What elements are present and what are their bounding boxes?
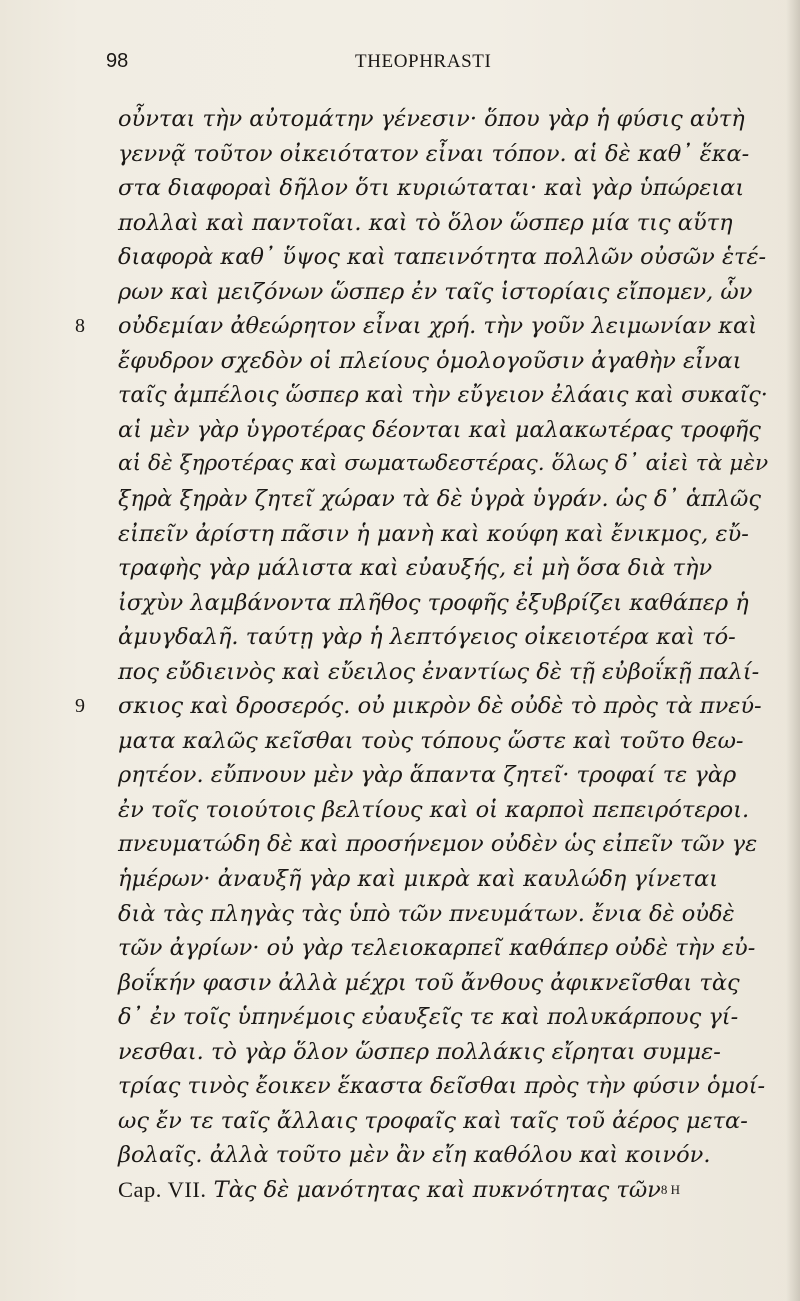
signature-mark: 8 H — [660, 1181, 681, 1197]
text-line — [118, 586, 768, 621]
text-line — [118, 447, 768, 482]
text-line — [118, 1138, 768, 1173]
text-line — [118, 137, 768, 172]
text-line-content: ως ἔν τε ταῖς ἄλλαις τροφαῖς καὶ ταῖς τοῦ ἀέρος μετα- — [118, 1107, 748, 1134]
body-text — [75, 102, 769, 1208]
text-line — [118, 344, 768, 379]
text-line — [75, 689, 768, 724]
text-line-content: ταῖς ἀμπέλοις ὥσπερ καὶ τὴν εὔγειον ἐλάαις καὶ συκαῖς· — [118, 382, 768, 409]
text-line-content: πος εὔδιεινὸς καὶ εὔειλος ἐναντίως δὲ τῇ εὐβοΐκῇ παλί- — [118, 658, 760, 685]
text-line — [118, 1035, 768, 1070]
text-line-content: νεσθαι. τὸ γὰρ ὅλον ὥσπερ πολλάκις εἴρηται συμμε- — [118, 1038, 721, 1065]
text-line-content: οὖνται τὴν αὐτομάτην γένεσιν· ὅπου γὰρ ἡ φύσις αὐτὴ — [118, 106, 745, 132]
text-line — [118, 240, 768, 275]
text-line-content: ἰσχὺν λαμβάνοντα πλῆθος τροφῆς ἐξυβρίζει καθάπερ ἡ — [118, 589, 749, 616]
text-line-content: βολαῖς. ἀλλὰ τοῦτο μὲν ἂν εἴη καθόλου καὶ κοινόν. — [118, 1142, 711, 1169]
text-line-content: γεννᾷ τοῦτον οἰκειότατον εἶναι τόπον. αἱ δὲ καθ᾽ ἕκα- — [118, 140, 750, 167]
text-line-content: ρητέον. εὔπνουν μὲν γὰρ ἅπαντα ζητεῖ· τροφαί τε γὰρ — [118, 762, 737, 789]
text-line-content: αἱ μὲν γὰρ ὑγροτέρας δέονται καὶ μαλακωτέρας τροφῆς — [118, 416, 761, 443]
text-line-content: αἱ δὲ ξηροτέρας καὶ σωματωδεστέρας. ὅλως δ᾽ αἰεὶ τὰ μὲν — [118, 451, 769, 477]
text-line-content: ἡμέρων· ἀναυξῆ γὰρ καὶ μικρὰ καὶ καυλώδη γίνεται — [118, 866, 719, 893]
text-line — [118, 827, 768, 862]
text-line-content: ἀμυγδαλῆ. ταύτῃ γὰρ ἡ λεπτόγειος οἰκειοτέρα καὶ τό- — [118, 624, 736, 651]
chapter-text: Τὰς δὲ μανότητας καὶ πυκνότητας τῶν — [213, 1176, 661, 1203]
text-line-content: τραφὴς γὰρ μάλιστα καὶ εὐαυξής, εἰ μὴ ὅσα διὰ τὴν — [118, 555, 713, 582]
text-line — [118, 758, 768, 793]
text-line-content: δ᾽ ἐν τοῖς ὑπηνέμοις εὐαυξεῖς τε καὶ πολυκάρπους γί- — [118, 1004, 739, 1031]
text-line-content: στα διαφοραὶ δῆλον ὅτι κυριώταται· καὶ γὰρ ὑπώρειαι — [118, 175, 745, 202]
text-line — [118, 966, 768, 1001]
text-line-content: οὐδεμίαν ἀθεώρητον εἶναι χρή. τὴν γοῦν λειμωνίαν καὶ — [118, 313, 758, 340]
text-line-content: εἰπεῖν ἀρίστη πᾶσιν ἡ μανὴ καὶ κούφη καὶ ἔνικμος, εὔ- — [118, 520, 749, 547]
text-line — [118, 655, 768, 690]
text-line — [118, 206, 768, 241]
text-line — [118, 517, 768, 552]
text-line-content: πολλαὶ καὶ παντοῖαι. καὶ τὸ ὅλον ὥσπερ μία τις αὕτη — [118, 209, 733, 236]
text-line — [118, 931, 768, 966]
text-line — [118, 1069, 768, 1104]
text-line-content: ματα καλῶς κεῖσθαι τοὺς τόπους ὥστε καὶ τοῦτο θεω- — [118, 727, 744, 754]
text-line — [118, 620, 768, 655]
text-line — [118, 102, 768, 137]
text-line — [118, 171, 768, 206]
text-line-content: ρων καὶ μειζόνων ὥσπερ ἐν ταῖς ἱστορίαις εἴπομεν, ὧν — [118, 278, 753, 305]
text-line-content: πνευματώδη δὲ καὶ προσήνεμον οὐδὲν ὡς εἰπεῖν τῶν γε — [118, 831, 758, 858]
text-line — [118, 1104, 768, 1139]
chapter-label: Cap. VII. — [118, 1176, 207, 1202]
text-line-content: ἔφυδρον σχεδὸν οἱ πλείους ὁμολογοῦσιν ἀγαθὴν εἶναι — [118, 347, 742, 374]
text-line-content: ξηρὰ ξηρὰν ζητεῖ χώραν τὰ δὲ ὑγρὰ ὑγράν. ὡς δ᾽ ἁπλῶς — [118, 486, 762, 513]
text-line — [118, 378, 768, 413]
text-line-content: διαφορὰ καθ᾽ ὕψος καὶ ταπεινότητα πολλῶν οὐσῶν ἑτέ- — [118, 244, 767, 271]
page-header — [0, 50, 800, 80]
text-line-content: τρίας τινὸς ἔοικεν ἕκαστα δεῖσθαι πρὸς τὴν φύσιν ὁμοί- — [118, 1073, 766, 1100]
text-line — [118, 1000, 768, 1035]
running-title: THEOPHRASTI — [355, 51, 492, 72]
text-line — [118, 275, 768, 310]
text-line — [118, 897, 768, 932]
text-line-content: ἐν τοῖς τοιούτοις βελτίους καὶ οἱ καρποὶ πεπειρότεροι. — [118, 796, 750, 823]
page-edge-shadow — [786, 0, 800, 1301]
text-line-content: διὰ τὰς πληγὰς τὰς ὑπὸ τῶν πνευμάτων. ἔνια δὲ οὐδὲ — [118, 900, 735, 927]
text-line — [118, 724, 768, 759]
text-line — [118, 862, 768, 897]
text-line-content: βοΐκήν φασιν ἀλλὰ μέχρι τοῦ ἄνθους ἀφικνεῖσθαι τὰς — [118, 969, 740, 996]
text-line — [75, 309, 768, 344]
text-line — [118, 413, 768, 448]
text-line — [118, 793, 768, 828]
text-line — [118, 551, 768, 586]
section-number: 8 — [75, 315, 85, 338]
section-number: 9 — [75, 695, 85, 718]
chapter-heading-line — [118, 1173, 768, 1208]
text-line-content: τῶν ἀγρίων· οὐ γὰρ τελειοκαρπεῖ καθάπερ οὐδὲ τὴν εὐ- — [118, 935, 756, 962]
text-line — [118, 482, 768, 517]
text-line-content: σκιος καὶ δροσερός. οὐ μικρὸν δὲ οὐδὲ τὸ πρὸς τὰ πνεύ- — [118, 693, 762, 720]
page-number: 98 — [106, 50, 129, 72]
